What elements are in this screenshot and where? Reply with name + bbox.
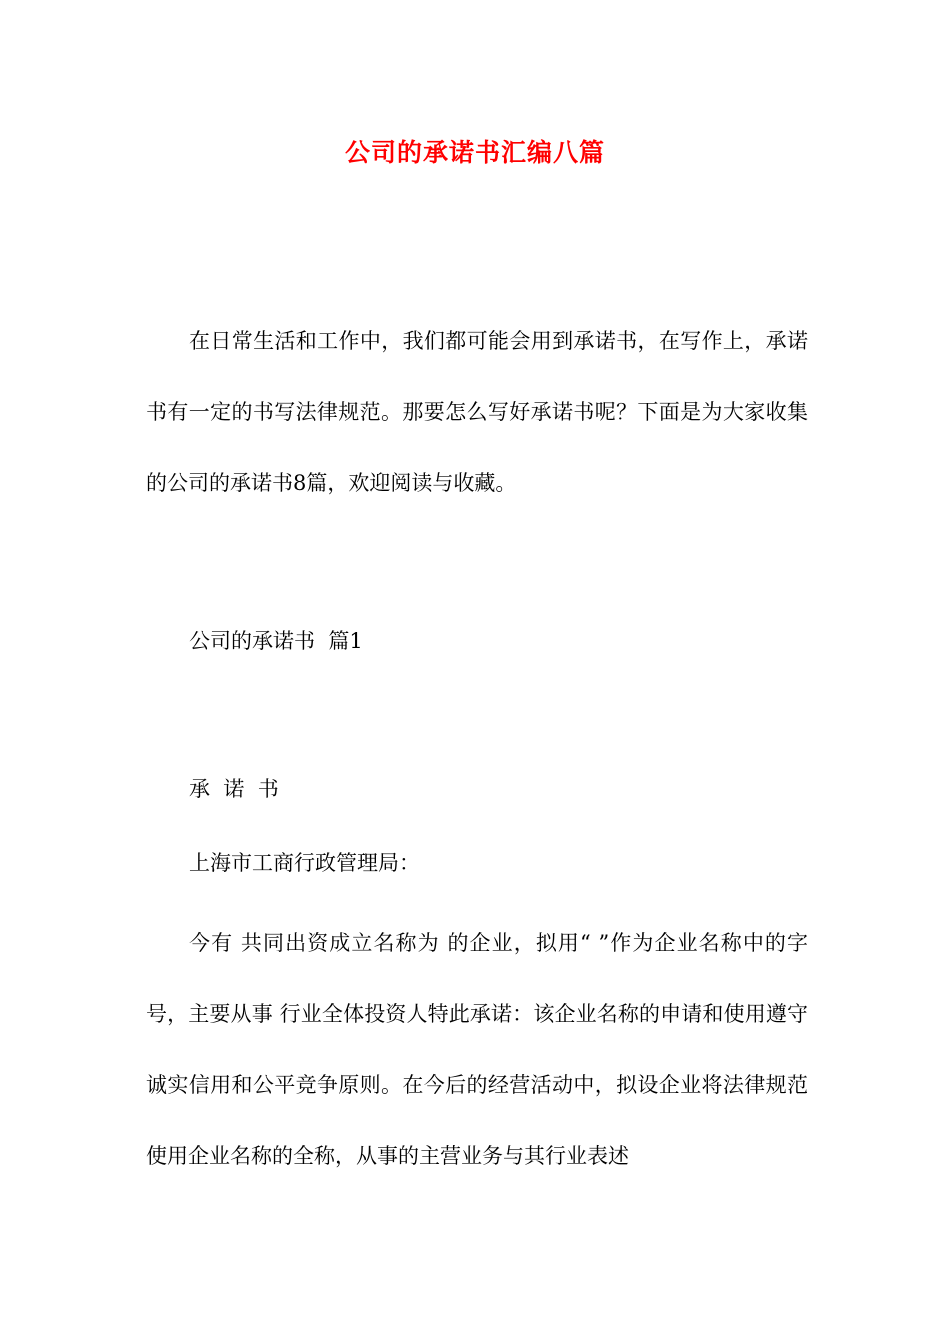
section-heading: 公司的承诺书 篇1	[189, 629, 363, 653]
body-paragraph: 今有 共同出资成立名称为 的企业，拟用“ ”作为企业名称中的字号，主要从事 行业全体投资人特此承诺：该企业名称的申请和使用遵守诚实信用和公平竞争原则。在今后的经营活动中，拟设企业将法律规范使用企业名称的全称，从事的主营业务与其行业表述	[146, 931, 808, 1168]
letter-heading: 承 诺 书	[189, 777, 279, 801]
document-title: 公司的承诺书汇编八篇	[344, 138, 605, 167]
intro-paragraph: 在日常生活和工作中，我们都可能会用到承诺书，在写作上，承诺书有一定的书写法律规范。那要怎么写好承诺书呢？下面是为大家收集的公司的承诺书8篇，欢迎阅读与收藏。	[146, 329, 808, 495]
addressee-line: 上海市工商行政管理局：	[189, 851, 420, 875]
